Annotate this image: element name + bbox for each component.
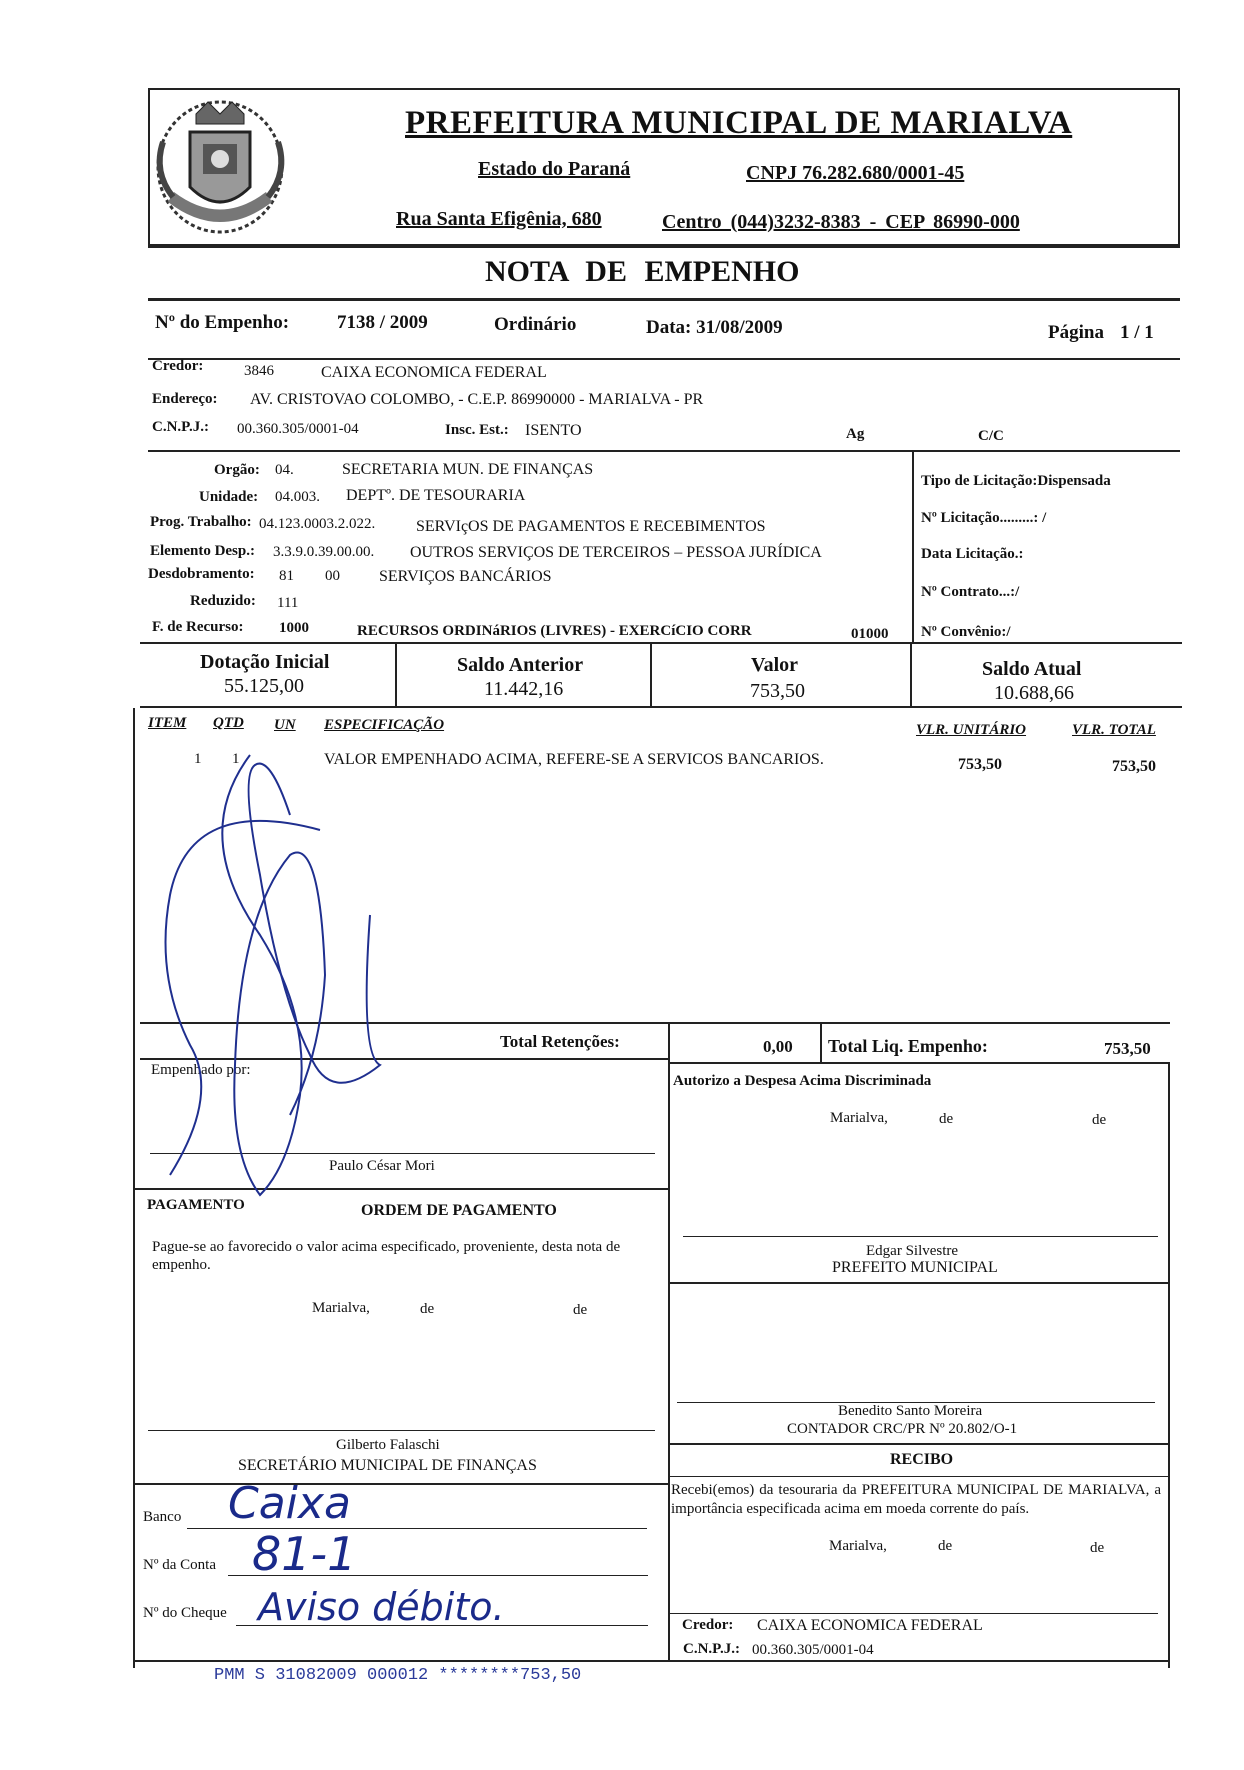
fonte-name: RECURSOS ORDINáRIOS (LIVRES) - EXERCíCIO CORR: [357, 623, 752, 639]
empenhado-name: Paulo César Mori: [329, 1158, 435, 1174]
banco-label: Banco: [143, 1509, 182, 1525]
secretario-name: Gilberto Falaschi: [336, 1437, 440, 1453]
licitacao-convenio: Nº Convênio:/: [921, 624, 1011, 640]
licitacao-data: Data Licitação.:: [921, 546, 1024, 562]
liq-value: 753,50: [1104, 1039, 1151, 1058]
anterior-value: 11.442,16: [484, 678, 564, 700]
empenho-label: Nº do Empenho:: [155, 312, 290, 333]
banco-value: Caixa: [228, 1478, 351, 1529]
pagamento-label: PAGAMENTO: [147, 1197, 245, 1213]
unidade-name: DEPTº. DE TESOURARIA: [346, 487, 526, 504]
licitacao-numero: Nº Licitação.........: /: [921, 510, 1047, 526]
credor-code: 3846: [244, 363, 274, 379]
retencoes-label: Total Retenções:: [500, 1032, 620, 1051]
prefeito-role: PREFEITO MUNICIPAL: [832, 1259, 998, 1276]
fonte-label: F. de Recurso:: [152, 619, 244, 635]
pagamento-text: Pague-se ao favorecido o valor acima especificado, proveniente, desta nota de empenho.: [152, 1239, 621, 1273]
secretario-role: SECRETÁRIO MUNICIPAL DE FINANÇAS: [238, 1457, 537, 1474]
orgao-name: SECRETARIA MUN. DE FINANÇAS: [342, 461, 594, 478]
contador-name: Benedito Santo Moreira: [838, 1403, 983, 1419]
cc-label: C/C: [978, 428, 1004, 444]
pagamento-de1: de: [420, 1301, 435, 1317]
machine-stamp: PMM S 31082009 000012 ********753,50: [214, 1666, 582, 1685]
licitacao-contrato: Nº Contrato...:/: [921, 584, 1020, 600]
col-un: UN: [274, 717, 296, 733]
autorizo-de2: de: [1092, 1112, 1107, 1128]
valor-value: 753,50: [750, 680, 805, 702]
retencoes-value: 0,00: [763, 1037, 793, 1056]
licitacao-tipo: Tipo de Licitação:Dispensada: [921, 473, 1111, 489]
recibo-de1: de: [938, 1538, 953, 1554]
empenho-type: Ordinário: [494, 314, 577, 335]
ordem-pagamento-title: ORDEM DE PAGAMENTO: [361, 1202, 557, 1219]
prog-label: Prog. Trabalho:: [150, 514, 252, 530]
unidade-label: Unidade:: [199, 489, 259, 505]
district-phone: Centro (044)3232-8383 - CEP 86990-000: [662, 211, 1020, 233]
footer-credor-name: CAIXA ECONOMICA FEDERAL: [757, 1617, 983, 1634]
col-item: ITEM: [148, 715, 187, 731]
recibo-text: Recebi(emos) da tesouraria da PREFEITURA MUNICIPAL DE MARIALVA, a importância especificada acima em moeda corrente do país.: [671, 1482, 1161, 1517]
elem-name: OUTROS SERVIÇOS DE TERCEIROS – PESSOA JURÍDICA: [410, 544, 822, 561]
fonte-code: 1000: [279, 620, 309, 636]
address-header: Rua Santa Efigênia, 680: [396, 208, 602, 230]
desd-a: 81: [279, 568, 294, 584]
page-label: Página: [1048, 322, 1104, 343]
elem-code: 3.3.9.0.39.00.00.: [273, 544, 375, 560]
prefeito-name: Edgar Silvestre: [866, 1243, 959, 1259]
table-row-vlr-unit: 753,50: [958, 756, 1002, 773]
col-qtd: QTD: [213, 715, 244, 731]
empenhado-label: Empenhado por:: [151, 1062, 251, 1078]
dotacao-value: 55.125,00: [224, 675, 304, 697]
col-vlr-unit: VLR. UNITÁRIO: [916, 722, 1027, 738]
table-row-vlr-total: 753,50: [1112, 758, 1156, 775]
table-row-qtd: 1: [232, 751, 240, 767]
insc-value: ISENTO: [525, 422, 582, 439]
footer-credor-label: Credor:: [682, 1617, 734, 1633]
fonte-num: 01000: [851, 626, 889, 642]
endereco-value: AV. CRISTOVAO COLOMBO, - C.E.P. 86990000 - MARIALVA - PR: [250, 391, 704, 408]
empenho-value: 7138 / 2009: [337, 312, 428, 333]
anterior-label: Saldo Anterior: [457, 654, 584, 676]
credor-name: CAIXA ECONOMICA FEDERAL: [321, 364, 547, 381]
orgao-label: Orgão:: [214, 462, 260, 478]
municipality-title: PREFEITURA MUNICIPAL DE MARIALVA: [405, 105, 1073, 141]
dotacao-label: Dotação Inicial: [200, 651, 330, 673]
atual-value: 10.688,66: [994, 682, 1074, 704]
elem-label: Elemento Desp.:: [150, 543, 255, 559]
state-label: Estado do Paraná: [478, 158, 631, 180]
cnpj-header: CNPJ 76.282.680/0001-45: [746, 162, 965, 184]
contador-role: CONTADOR CRC/PR Nº 20.802/O-1: [787, 1421, 1018, 1437]
autorizo-label: Autorizo a Despesa Acima Discriminada: [673, 1073, 932, 1089]
footer-cnpj-value: 00.360.305/0001-04: [752, 1642, 874, 1658]
col-espec: ESPECIFICAÇÃO: [324, 717, 445, 733]
table-row-espec: VALOR EMPENHADO ACIMA, REFERE-SE A SERVICOS BANCARIOS.: [324, 751, 824, 768]
insc-label: Insc. Est.:: [445, 422, 509, 438]
conta-value: 81-1: [252, 1527, 357, 1581]
cnpj-value: 00.360.305/0001-04: [237, 421, 359, 437]
desd-label: Desdobramento:: [148, 566, 255, 582]
liq-label: Total Liq. Empenho:: [828, 1036, 988, 1056]
cnpj-label: C.N.P.J.:: [152, 419, 209, 435]
red-value: 111: [277, 595, 299, 611]
autorizo-de1: de: [939, 1111, 954, 1127]
valor-label: Valor: [751, 654, 799, 676]
endereco-label: Endereço:: [152, 391, 218, 407]
red-label: Reduzido:: [190, 593, 256, 609]
conta-label: Nº da Conta: [143, 1557, 216, 1573]
doc-title: NOTA DE EMPENHO: [485, 255, 800, 288]
atual-label: Saldo Atual: [982, 658, 1082, 680]
prog-name: SERVIçOS DE PAGAMENTOS E RECEBIMENTOS: [416, 518, 766, 535]
recibo-city: Marialva,: [829, 1538, 887, 1554]
empenho-date: Data: 31/08/2009: [646, 317, 783, 338]
footer-cnpj-label: C.N.P.J.:: [683, 1641, 740, 1657]
recibo-title: RECIBO: [890, 1451, 954, 1468]
cheque-value: Aviso débito.: [258, 1585, 505, 1629]
table-row-item: 1: [194, 751, 202, 767]
desd-b: 00: [325, 568, 340, 584]
pagamento-city: Marialva,: [312, 1300, 370, 1316]
credor-label: Credor:: [152, 358, 204, 374]
orgao-code: 04.: [275, 462, 294, 478]
recibo-de2: de: [1090, 1540, 1105, 1556]
cheque-label: Nº do Cheque: [143, 1605, 227, 1621]
unidade-code: 04.003.: [275, 489, 320, 505]
desd-name: SERVIÇOS BANCÁRIOS: [379, 568, 552, 585]
page-value: 1 / 1: [1120, 322, 1154, 343]
autorizo-city: Marialva,: [830, 1110, 888, 1126]
coat-of-arms-icon: [148, 92, 293, 242]
signature-scribble: [150, 735, 390, 1215]
ag-label: Ag: [846, 426, 865, 442]
pagamento-de2: de: [573, 1302, 588, 1318]
col-vlr-total: VLR. TOTAL: [1072, 722, 1156, 738]
prog-code: 04.123.0003.2.022.: [259, 516, 376, 532]
